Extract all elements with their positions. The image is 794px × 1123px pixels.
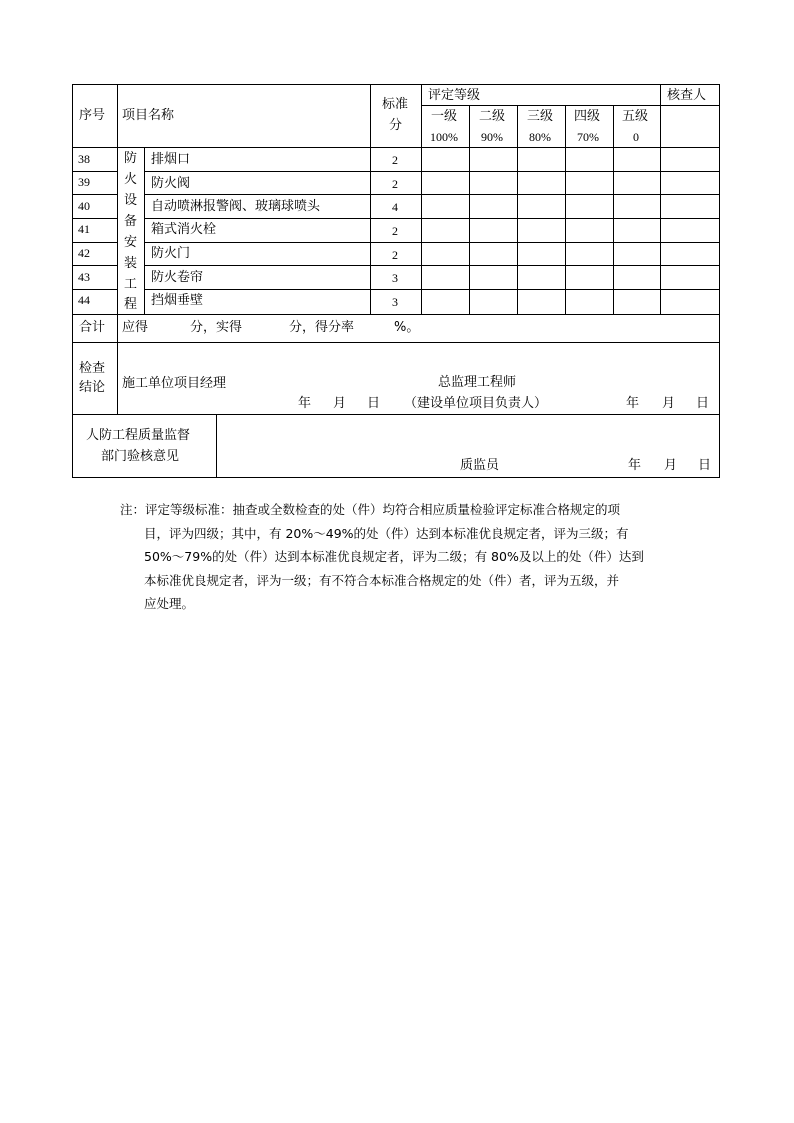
grade-2-pct: 90% bbox=[481, 130, 503, 144]
row-name: 防火卷帘 bbox=[151, 270, 204, 285]
row-no: 43 bbox=[78, 270, 90, 284]
date-month: 月 bbox=[664, 458, 678, 473]
row-score: 3 bbox=[392, 271, 398, 285]
row-score: 4 bbox=[392, 200, 398, 214]
row-score: 2 bbox=[392, 177, 398, 191]
quality-inspector: 质监员 bbox=[460, 458, 500, 473]
grade-5-label: 五级 bbox=[622, 109, 649, 124]
footnote-line: 应处理。 bbox=[144, 596, 195, 611]
grade-1-pct: 100% bbox=[430, 130, 458, 144]
grade-5-pct: 0 bbox=[633, 130, 639, 144]
row-name: 防火阀 bbox=[151, 176, 191, 191]
row-no: 39 bbox=[78, 175, 90, 189]
total-should: 应得 bbox=[122, 320, 149, 335]
row-name: 挡烟垂壁 bbox=[151, 293, 204, 308]
footnote-line: 注：评定等级标准：抽查或全数检查的处（件）均符合相应质量检验评定标准合格规定的项 bbox=[120, 502, 621, 517]
header-seq: 序号 bbox=[79, 108, 106, 123]
footnote-line: 目，评为四级；其中，有 20%～49%的处（件）达到本标准优良规定者，评为三级；有 bbox=[144, 525, 629, 541]
date-year: 年 bbox=[626, 396, 640, 411]
row-no: 38 bbox=[78, 152, 90, 166]
header-standard-line2: 分 bbox=[389, 118, 403, 133]
total-percent: %。 bbox=[394, 320, 420, 335]
grade-4-label: 四级 bbox=[574, 109, 601, 124]
date-month: 月 bbox=[662, 396, 676, 411]
row-no: 41 bbox=[78, 222, 90, 236]
chief-supervisor: 总监理工程师 bbox=[438, 375, 517, 390]
date-year: 年 bbox=[298, 396, 312, 411]
row-name: 箱式消火栓 bbox=[151, 222, 217, 237]
supervision-label-line2: 部门验核意见 bbox=[101, 449, 180, 464]
grade-3-label: 三级 bbox=[527, 109, 554, 124]
total-rate: 分，得分率 bbox=[289, 320, 355, 335]
row-score: 3 bbox=[392, 295, 398, 309]
row-score: 2 bbox=[392, 153, 398, 167]
date-day: 日 bbox=[698, 458, 712, 473]
date-day: 日 bbox=[696, 396, 710, 411]
date-month: 月 bbox=[333, 396, 347, 411]
row-name: 自动喷淋报警阀、玻璃球喷头 bbox=[151, 199, 321, 214]
header-item-name: 项目名称 bbox=[122, 108, 175, 123]
conclusion-label-line2: 结论 bbox=[79, 380, 106, 395]
header-rating-grade: 评定等级 bbox=[428, 88, 481, 103]
total-actual: 分，实得 bbox=[190, 320, 243, 335]
grade-1-label: 一级 bbox=[431, 109, 458, 124]
header-inspector: 核查人 bbox=[667, 88, 707, 103]
date-year: 年 bbox=[628, 458, 642, 473]
row-score: 2 bbox=[392, 248, 398, 262]
owner-representative: （建设单位项目负责人） bbox=[404, 396, 548, 411]
grade-3-pct: 80% bbox=[529, 130, 551, 144]
row-name: 排烟口 bbox=[151, 152, 191, 167]
construction-manager: 施工单位项目经理 bbox=[122, 376, 227, 391]
footnote-line: 50%～79%的处（件）达到本标准优良规定者，评为二级；有 80%及以上的处（件）达到 bbox=[144, 549, 644, 564]
row-no: 44 bbox=[78, 293, 90, 307]
total-label: 合计 bbox=[79, 320, 106, 335]
date-day: 日 bbox=[367, 396, 381, 411]
row-no: 40 bbox=[78, 199, 90, 213]
grade-4-pct: 70% bbox=[577, 130, 599, 144]
supervision-label-line1: 人防工程质量监督 bbox=[86, 428, 191, 443]
footnote bbox=[120, 498, 680, 616]
row-score: 2 bbox=[392, 224, 398, 238]
row-no: 42 bbox=[78, 246, 90, 260]
conclusion-label-line1: 检查 bbox=[79, 361, 106, 376]
header-standard-line1: 标准 bbox=[382, 97, 409, 112]
row-name: 防火门 bbox=[151, 246, 191, 261]
grade-2-label: 二级 bbox=[479, 109, 506, 124]
footnote-line: 本标准优良规定者，评为一级；有不符合本标准合格规定的处（件）者，评为五级，并 bbox=[144, 572, 620, 588]
